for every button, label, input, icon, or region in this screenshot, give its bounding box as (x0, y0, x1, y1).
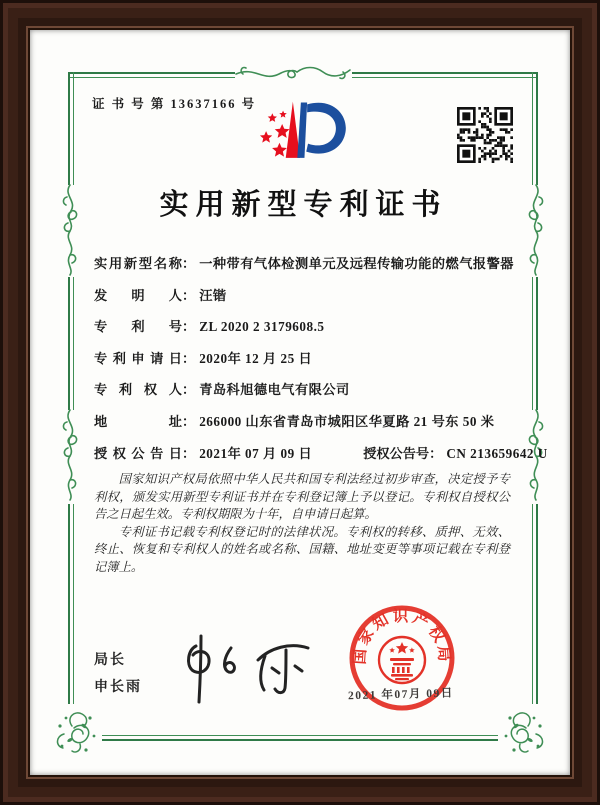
field-label: 发明人 (94, 287, 182, 303)
border-right-segment-1 (532, 72, 538, 185)
field-row-address: 地址： 266000 山东省青岛市城阳区华夏路 21 号东 50 米 (94, 406, 514, 438)
certificate-paper (30, 30, 570, 775)
certificate-number: 证 书 号 第 13637166 号 (92, 97, 257, 111)
floral-ornament-bottom-right (500, 706, 550, 754)
field-row-patentee: 专利权人： 青岛科旭德电气有限公司 (94, 374, 514, 406)
field-value: 266000 山东省青岛市城阳区华夏路 21 号东 50 米 (199, 413, 495, 429)
field-label: 专利权人 (94, 382, 182, 398)
officer-name: 申长雨 (94, 678, 142, 694)
field-value: 汪锴 (199, 287, 227, 303)
field-value: 2020年 12 月 25 日 (199, 350, 313, 366)
signature-handwriting (162, 626, 332, 721)
officer-title: 局长 (94, 651, 126, 667)
border-top-left-segment (68, 72, 235, 78)
border-right-segment-2 (532, 277, 538, 410)
field-row-patent-number: 专利号： ZL 2020 2 3179608.5 (94, 311, 514, 343)
national-emblem-icon (379, 637, 425, 683)
field-value: 2021年 07 月 09 日 (199, 445, 313, 461)
qr-code (457, 107, 513, 163)
field-label: 实用新型名称 (94, 256, 182, 271)
border-top-right-segment (352, 72, 538, 78)
vine-ornament-left-lower (59, 408, 81, 502)
field-row-filing-date: 专利申请日： 2020年 12 月 25 日 (94, 343, 514, 375)
border-left-segment-3 (68, 504, 74, 704)
field-label: 专利申请日 (94, 350, 182, 366)
seal-org-text: 国家知识产权局 (351, 607, 453, 666)
field-row-inventor: 发明人： 汪锴 (94, 280, 514, 312)
field-row-name: 实用新型名称： 一种带有气体检测单元及远程传输功能的燃气报警器 (94, 248, 514, 280)
border-left-segment-2 (68, 277, 74, 410)
floral-ornament-bottom-left (50, 706, 100, 754)
legal-text (94, 471, 510, 577)
officer-block (94, 646, 142, 700)
scroll-ornament-top (233, 64, 353, 84)
field-value: CN 213659642 U (446, 445, 548, 461)
field-value: 青岛科旭德电气有限公司 (199, 382, 350, 398)
field-value: 一种带有气体检测单元及远程传输功能的燃气报警器 (199, 256, 514, 271)
field-label: 专利号 (94, 319, 182, 335)
border-bottom-segment (102, 735, 498, 741)
cnipa-logo-icon (242, 90, 358, 179)
fields-block (94, 248, 548, 469)
border-right-segment-3 (532, 504, 538, 704)
legal-paragraph: 国家知识产权局依照中华人民共和国专利法经过初步审查，决定授予专利权，颁发实用新型专利证书并在专利登记簿上予以登记。专利权自授权公告之日起生效。专利权期限为十年，自申请日起算。 (94, 472, 510, 522)
legal-paragraph: 专利证书记载专利权登记时的法律状况。专利权的转移、质押、无效、终止、恢复和专利权人的姓名或名称、国籍、地址变更等事项记载在专利登记簿上。 (94, 524, 510, 574)
seal-date: 2021 年07月 09日 (347, 687, 454, 703)
field-row-grant: 授权公告日： 2021年 07 月 09 日 授权公告号： CN 213659642 U (94, 438, 514, 470)
border-left-segment-1 (68, 72, 74, 185)
field-label: 授权公告日 (94, 445, 182, 461)
field-label: 地址 (94, 413, 182, 429)
certificate-title: 实用新型专利证书 (159, 189, 448, 221)
field-label: 授权公告号 (363, 445, 430, 461)
field-value: ZL 2020 2 3179608.5 (199, 319, 325, 335)
